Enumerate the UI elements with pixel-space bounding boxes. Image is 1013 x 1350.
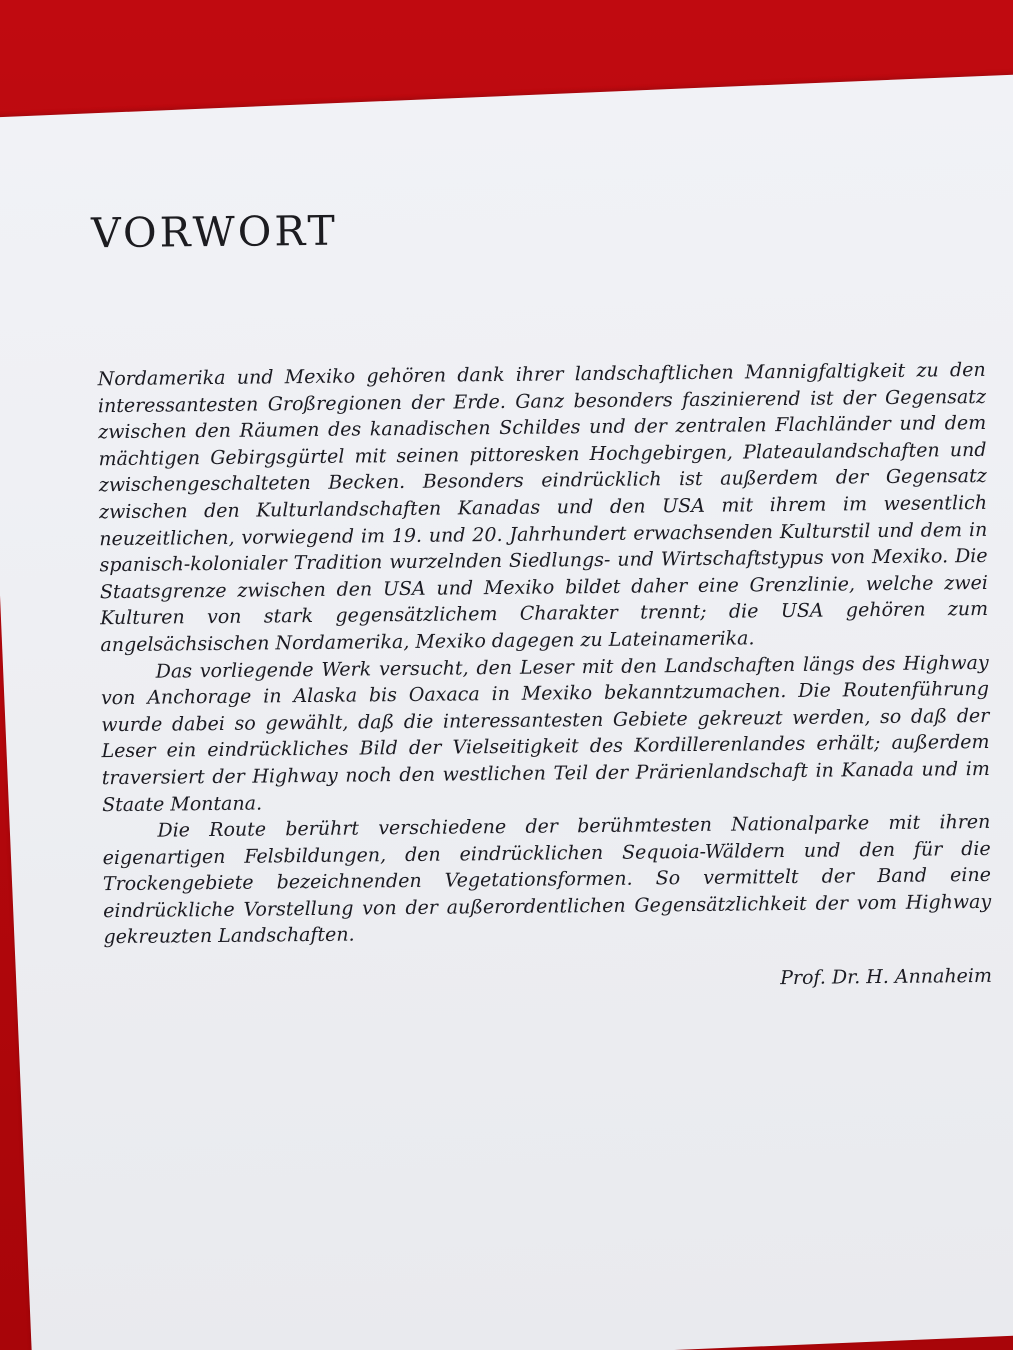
paragraph-3: Die Route berührt verschiedene der berühmtesten Nationalparke mit ihren eigenartigen Felsbildungen, den eindrücklichen Sequoia-Wäldern und den für die Trockengebiete bezeichnenden Vegetationsformen. So vermittelt der Band eine eindrückliche Vorstellung von der außerordentlichen Gegensätzlichkeit der vom Highway gekreuzten Landschaften. bbox=[102, 810, 992, 949]
foreword-text bbox=[98, 357, 992, 951]
paragraph-2: Das vorliegende Werk versucht, den Leser mit den Landschaften längs des Highway von Anchorage in Alaska bis Oaxaca in Mexiko bekanntzumachen. Die Routenführung wurde dabei so gewählt, daß die interessantesten Gebiete gekreuzt werden, so daß der Leser ein eindrückliches Bild der Vielseitigkeit des Kordillerenlandes erhält; außerdem traversiert der Highway noch den westlichen Teil der Prärienlandschaft in Kanada und im Staate Montana. bbox=[100, 651, 990, 816]
page-title: VORWORT bbox=[90, 206, 339, 258]
author-signature: Prof. Dr. H. Annaheim bbox=[780, 964, 993, 990]
paragraph-1: Nordamerika und Mexiko gehören dank ihrer landschaftlichen Mannigfaltigkeit zu den interessantesten Großregionen der Erde. Ganz besonders faszinierend ist der Gegensatz zwischen den Räumen des kanadischen Schildes und der zentralen Flachländer und dem mächtigen Gebirgsgürtel mit seinen pittoresken Hochgebirgen, Plateaulandschaften und zwischengeschalteten Becken. Besonders eindrücklich ist außerdem der Gegensatz zwischen den Kulturlandschaften Kanadas und den USA mit ihrem im wesentlich neuzeitlichen, vorwiegend im 19. und 20. Jahrhundert erwachsenden Kulturstil und dem in spanisch-kolonialer Tradition wurzelnden Siedlungs- und Wirtschaftstypus von Mexiko. Die Staatsgrenze zwischen den USA und Mexiko bildet daher eine Grenzlinie, welche zwei Kulturen von stark gegensätzlichem Charakter trennt; die USA gehören zum angelsächsischen Nordamerika, Mexiko dagegen zu Lateinamerika. bbox=[97, 358, 989, 657]
